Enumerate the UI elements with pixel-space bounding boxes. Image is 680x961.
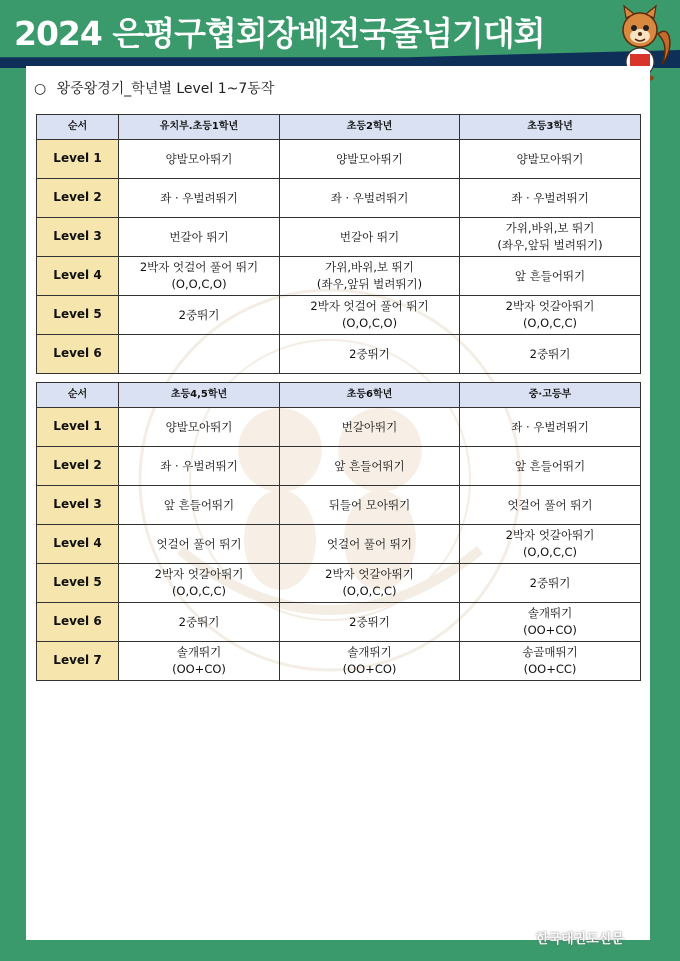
skill-name: 솔개뛰기: [176, 645, 222, 660]
skill-name: 좌 · 우벌려뛰기: [160, 190, 238, 205]
skill-name: 송골매뛰기: [522, 645, 578, 660]
table-row: [37, 603, 641, 642]
skill-cell: [119, 296, 280, 335]
table-row: [37, 486, 641, 525]
skill-name: 2중뛰기: [178, 614, 220, 629]
level-label: Level 2: [37, 179, 119, 218]
skill-cell: [280, 564, 460, 603]
newspaper-credit: 한국태권도신문: [536, 932, 624, 947]
level-label: Level 6: [37, 335, 119, 374]
column-header: 순서: [37, 383, 119, 408]
column-header: 초등2학년: [280, 115, 460, 140]
skill-name: 2박자 엇갈아뛰기: [505, 528, 595, 543]
column-header: 중·고등부: [460, 383, 641, 408]
skill-name: 2박자 엇걸어 풀어 뛰기: [139, 260, 259, 275]
skill-cell: [460, 218, 641, 257]
skill-name: 2중뛰기: [349, 614, 390, 629]
skill-cell: [280, 257, 460, 296]
skill-name: 엇걸어 풀어 뛰기: [507, 497, 593, 512]
table-row: [37, 447, 641, 486]
column-header: 순서: [37, 115, 119, 140]
skill-cell: [460, 642, 641, 681]
skill-cell: [280, 296, 460, 335]
table-header-row: [37, 115, 641, 140]
skill-cell: [460, 335, 641, 374]
level-label: Level 2: [37, 447, 119, 486]
table-row: [37, 179, 641, 218]
table-row: [37, 257, 641, 296]
skill-detail: (O,O,C,C): [342, 584, 397, 598]
table-row: [37, 335, 641, 374]
skill-cell: [119, 179, 280, 218]
skill-detail: (OO+CO): [342, 662, 397, 676]
skill-cell: [460, 179, 641, 218]
level-label: Level 4: [37, 525, 119, 564]
skill-name: 양발모아뛰기: [165, 151, 233, 166]
skill-cell: [119, 218, 280, 257]
skill-name: 번갈아뛰기: [341, 419, 398, 434]
skill-cell: [119, 486, 280, 525]
level-label: Level 7: [37, 642, 119, 681]
skill-detail: (좌우,앞뒤 벌려뛰기): [316, 277, 423, 291]
skill-cell: [119, 140, 280, 179]
skill-detail: (OO+CC): [523, 662, 577, 676]
skill-name: 가위,바위,보 뛰기: [505, 221, 595, 236]
skill-name: 2박자 엇갈아뛰기: [325, 567, 414, 582]
skill-name: 양발모아뛰기: [336, 151, 403, 166]
skill-cell: [119, 408, 280, 447]
column-header: 유치부.초등1학년: [119, 115, 280, 140]
skill-name: 가위,바위,보 뛰기: [325, 260, 414, 275]
skill-detail: (O,O,C,C): [522, 545, 578, 559]
section-title-text: 왕중왕경기_학년별 Level 1~7동작: [56, 81, 275, 97]
skill-cell: [460, 408, 641, 447]
table-header-row: [37, 383, 641, 408]
skill-cell: [280, 447, 460, 486]
skill-cell: [119, 642, 280, 681]
skill-detail: (O,O,C,O): [341, 316, 398, 330]
table-row: [37, 564, 641, 603]
level-label: Level 1: [37, 408, 119, 447]
column-header: 초등4,5학년: [119, 383, 280, 408]
level-table-elementary-low: [36, 114, 641, 374]
skill-name: 솔개뛰기: [527, 606, 573, 621]
skill-name: 양발모아뛰기: [165, 419, 233, 434]
skill-detail: (O,O,C,O): [171, 277, 227, 291]
skill-cell: [280, 140, 460, 179]
skill-name: 앞 흔들어뛰기: [334, 458, 405, 473]
skill-cell: [460, 257, 641, 296]
skill-cell: [460, 447, 641, 486]
skill-cell: [280, 408, 460, 447]
skill-cell: [280, 603, 460, 642]
page-title: 2024 은평구협회장배전국줄넘기대회: [14, 14, 545, 53]
skill-cell: [280, 525, 460, 564]
skill-detail: (O,O,C,C): [522, 316, 578, 330]
skill-name: 2박자 엇걸어 풀어 뛰기: [310, 299, 429, 314]
column-header: 초등3학년: [460, 115, 641, 140]
skill-cell: [460, 296, 641, 335]
skill-cell: [119, 603, 280, 642]
skill-cell: [119, 525, 280, 564]
skill-name: 좌 · 우벌려뛰기: [511, 190, 589, 205]
skill-name: 앞 흔들어뛰기: [514, 268, 586, 283]
circle-bullet-icon: ○: [34, 81, 47, 97]
level-label: Level 5: [37, 296, 119, 335]
skill-name: 2중뛰기: [529, 575, 571, 590]
skill-cell: [460, 525, 641, 564]
skill-name: 2박자 엇갈아뛰기: [154, 567, 244, 582]
table-row: [37, 408, 641, 447]
skill-cell: [460, 603, 641, 642]
skill-detail: (좌우,앞뒤 벌려뛰기): [497, 238, 603, 252]
skill-cell: [280, 486, 460, 525]
skill-name: 2중뛰기: [349, 346, 390, 361]
skill-cell: [460, 486, 641, 525]
skill-detail: (O,O,C,C): [171, 584, 227, 598]
skill-cell: [280, 335, 460, 374]
level-label: Level 1: [37, 140, 119, 179]
skill-name: 솔개뛰기: [347, 645, 392, 660]
skill-cell: [119, 257, 280, 296]
skill-name: 2중뛰기: [178, 307, 220, 322]
skill-cell: [280, 179, 460, 218]
level-label: Level 3: [37, 486, 119, 525]
skill-name: 엇걸어 풀어 뛰기: [156, 536, 242, 551]
skill-cell: [460, 564, 641, 603]
skill-name: 뒤들어 모아뛰기: [328, 497, 411, 512]
skill-name: 앞 흔들어뛰기: [514, 458, 586, 473]
table-row: [37, 218, 641, 257]
table-row: [37, 140, 641, 179]
skill-cell: [460, 140, 641, 179]
table-row: [37, 642, 641, 681]
skill-cell: [280, 218, 460, 257]
skill-detail: (OO+CO): [523, 623, 577, 637]
skill-name: 양발모아뛰기: [516, 151, 584, 166]
level-label: Level 5: [37, 564, 119, 603]
skill-cell: [280, 642, 460, 681]
skill-name: 좌 · 우벌려뛰기: [160, 458, 238, 473]
level-table-elementary-high-secondary: [36, 382, 641, 681]
skill-name: 번갈아 뛰기: [339, 229, 400, 244]
table-row: [37, 296, 641, 335]
level-label: Level 6: [37, 603, 119, 642]
skill-name: 좌 · 우벌려뛰기: [330, 190, 409, 205]
level-label: Level 3: [37, 218, 119, 257]
skill-cell: [119, 447, 280, 486]
section-title: [34, 78, 274, 98]
skill-detail: (OO+CO): [172, 662, 226, 676]
skill-name: 앞 흔들어뛰기: [163, 497, 235, 512]
skill-cell: [119, 564, 280, 603]
table-row: [37, 525, 641, 564]
skill-name: 엇걸어 풀어 뛰기: [326, 536, 413, 551]
skill-cell: [119, 335, 280, 374]
level-label: Level 4: [37, 257, 119, 296]
skill-name: 2중뛰기: [529, 346, 571, 361]
skill-name: 좌 · 우벌려뛰기: [511, 419, 589, 434]
skill-name: 번갈아 뛰기: [169, 229, 229, 244]
skill-name: 2박자 엇갈아뛰기: [505, 299, 595, 314]
column-header: 초등6학년: [280, 383, 460, 408]
